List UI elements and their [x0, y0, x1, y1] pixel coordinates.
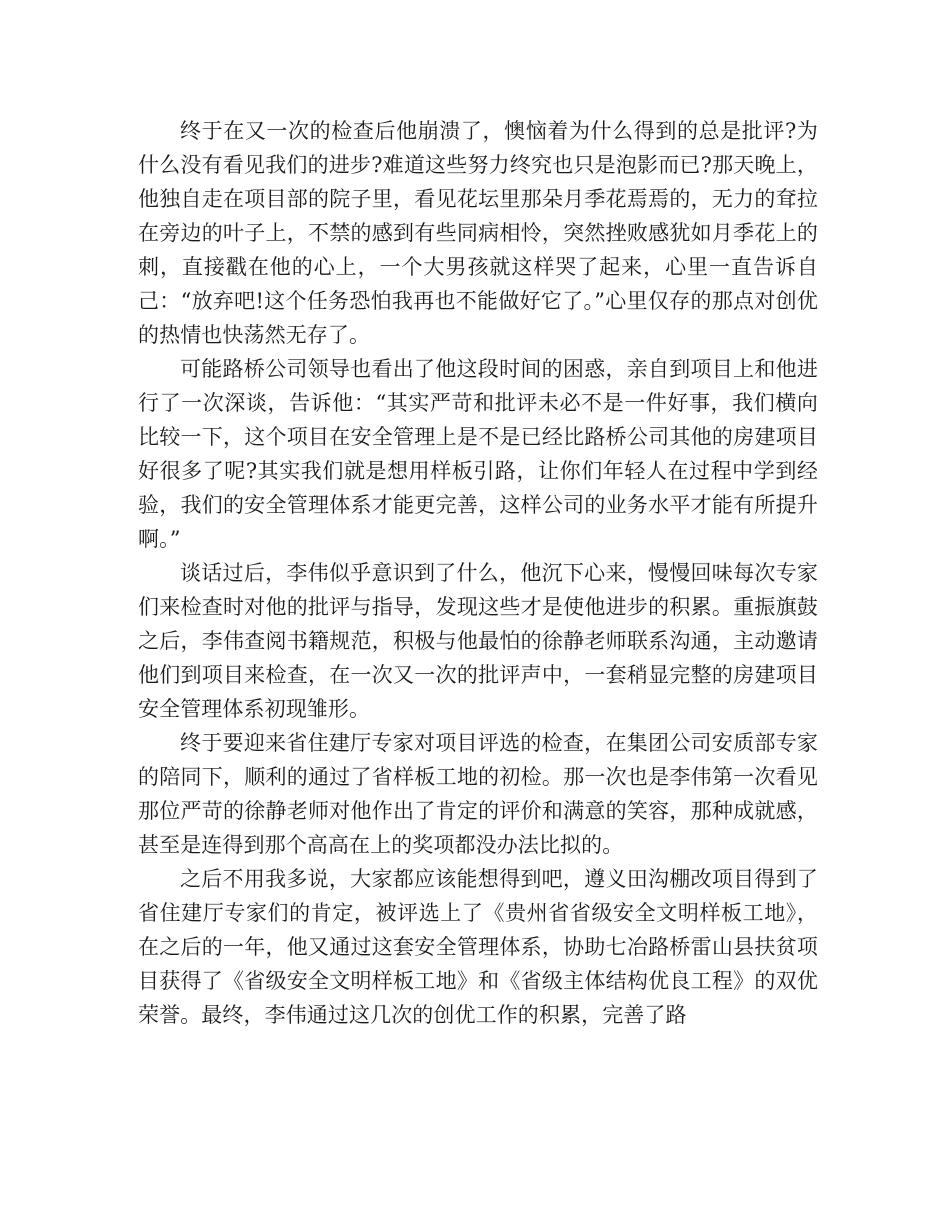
- paragraph-honors: 之后不用我多说，大家都应该能想得到吧，遵义田沟棚改项目得到了省住建厅专家们的肯定，被评选上了《贵州省省级安全文明样板工地》，在之后的一年，他又通过这套安全管理体系，协助七冶路桥雷山县扶贫项目获得了《省级安全文明样板工地》和《省级主体结构优良工程》的双优荣誉。最终，李伟通过这几次的创优工作的积累，完善了路: [138, 867, 818, 1027]
- paragraph-after-talk: 谈话过后，李伟似乎意识到了什么，他沉下心来，慢慢回味每次专家们来检查时对他的批评与指导，发现这些才是使他进步的积累。重振旗鼓之后，李伟查阅书籍规范，积极与他最怕的徐静老师联系沟通，主动邀请他们到项目来检查，在一次又一次的批评声中，一套稍显完整的房建项目安全管理体系初现雏形。: [138, 561, 818, 721]
- paragraph-breakdown: 终于在又一次的检查后他崩溃了，懊恼着为什么得到的总是批评?为什么没有看见我们的进步?难道这些努力终究也只是泡影而已?那天晚上，他独自走在项目部的院子里，看见花坛里那朵月季花焉焉的，无力的耷拉在旁边的叶子上，不禁的感到有些同病相怜，突然挫败感犹如月季花上的刺，直接戳在他的心上，一个大男孩就这样哭了起来，心里一直告诉自己：“放弃吧!这个任务恐怕我再也不能做好它了。”心里仅存的那点对创优的热情也快荡然无存了。: [138, 119, 818, 347]
- paragraph-leadership-talk: 可能路桥公司领导也看出了他这段时间的困惑，亲自到项目上和他进行了一次深谈，告诉他：“其实严苛和批评未必不是一件好事，我们横向比较一下，这个项目在安全管理上是不是已经比路桥公司其他的房建项目好很多了呢?其实我们就是想用样板引路，让你们年轻人在过程中学到经验，我们的安全管理体系才能更完善，这样公司的业务水平才能有所提升啊。”: [138, 357, 818, 551]
- document-page: [138, 114, 818, 1032]
- paragraph-inspection: 终于要迎来省住建厅专家对项目评选的检查，在集团公司安质部专家的陪同下，顺利的通过了省样板工地的初检。那一次也是李伟第一次看见那位严苛的徐静老师对他作出了肯定的评价和满意的笑容，那种成就感，甚至是连得到那个高高在上的奖项都没办法比拟的。: [138, 731, 818, 857]
